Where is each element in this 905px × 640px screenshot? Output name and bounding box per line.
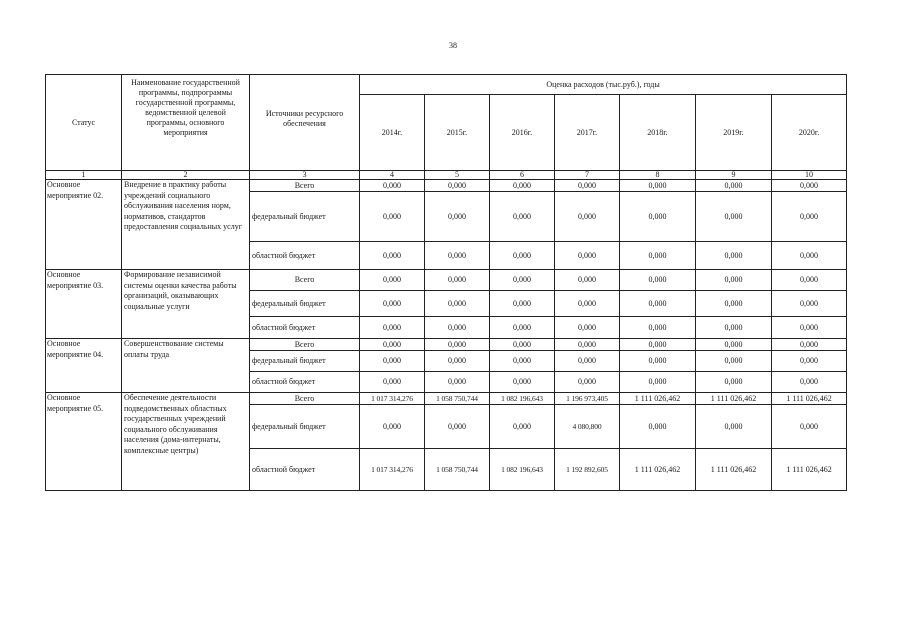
header-year: 2015г. — [425, 95, 490, 171]
amount-cell: 0,000 — [555, 270, 620, 291]
status-cell: Основное мероприятие 03. — [46, 270, 122, 339]
funding-source-cell: областной бюджет — [250, 449, 360, 491]
amount-cell: 1 196 973,405 — [555, 393, 620, 405]
amount-cell: 0,000 — [490, 242, 555, 270]
amount-cell: 0,000 — [696, 351, 772, 372]
amount-cell: 0,000 — [696, 339, 772, 351]
measure-name-cell: Совершенствование системы оплаты труда — [122, 339, 250, 393]
amount-cell: 0,000 — [620, 180, 696, 192]
amount-cell: 1 111 026,462 — [772, 393, 847, 405]
funding-source-cell: областной бюджет — [250, 372, 360, 393]
table-row — [46, 393, 847, 405]
status-cell: Основное мероприятие 04. — [46, 339, 122, 393]
amount-cell: 0,000 — [425, 372, 490, 393]
col-number: 4 — [360, 171, 425, 180]
funding-source-cell: областной бюджет — [250, 242, 360, 270]
funding-source-cell: федеральный бюджет — [250, 351, 360, 372]
amount-cell: 0,000 — [620, 405, 696, 449]
amount-cell: 0,000 — [490, 317, 555, 339]
budget-table — [45, 74, 847, 491]
amount-cell: 1 017 314,276 — [360, 393, 425, 405]
amount-cell: 0,000 — [360, 405, 425, 449]
amount-cell: 0,000 — [490, 180, 555, 192]
amount-cell: 0,000 — [772, 405, 847, 449]
measure-name-cell: Обеспечение деятельности подведомственных областных государственных учреждений социального обслуживания населения (дома-интернаты, комплексные центры) — [122, 393, 250, 491]
amount-cell: 0,000 — [620, 242, 696, 270]
funding-source-cell: федеральный бюджет — [250, 192, 360, 242]
amount-cell: 0,000 — [490, 270, 555, 291]
measure-name-cell: Формирование независимой системы оценки качества работы организаций, оказывающих социальные услуги — [122, 270, 250, 339]
amount-cell: 0,000 — [772, 180, 847, 192]
amount-cell: 0,000 — [360, 192, 425, 242]
amount-cell: 0,000 — [696, 372, 772, 393]
table-row — [46, 339, 847, 351]
amount-cell: 1 017 314,276 — [360, 449, 425, 491]
amount-cell: 0,000 — [772, 291, 847, 317]
page-number: 38 — [449, 41, 457, 50]
amount-cell: 0,000 — [772, 192, 847, 242]
amount-cell: 1 111 026,462 — [696, 393, 772, 405]
header-year: 2016г. — [490, 95, 555, 171]
amount-cell: 0,000 — [425, 317, 490, 339]
amount-cell: 0,000 — [620, 192, 696, 242]
amount-cell: 1 111 026,462 — [620, 449, 696, 491]
amount-cell: 0,000 — [425, 291, 490, 317]
table-body — [46, 180, 847, 491]
col-number: 10 — [772, 171, 847, 180]
amount-cell: 0,000 — [696, 405, 772, 449]
amount-cell: 0,000 — [620, 351, 696, 372]
amount-cell: 0,000 — [360, 351, 425, 372]
amount-cell: 1 192 892,605 — [555, 449, 620, 491]
amount-cell: 0,000 — [620, 291, 696, 317]
amount-cell: 1 082 196,643 — [490, 393, 555, 405]
amount-cell: 0,000 — [360, 317, 425, 339]
header-estimate: Оценка расходов (тыс.руб.), годы — [360, 75, 847, 95]
col-number: 6 — [490, 171, 555, 180]
amount-cell: 0,000 — [490, 291, 555, 317]
amount-cell: 0,000 — [696, 180, 772, 192]
amount-cell: 0,000 — [490, 372, 555, 393]
col-number: 8 — [620, 171, 696, 180]
amount-cell: 0,000 — [360, 372, 425, 393]
header-year: 2017г. — [555, 95, 620, 171]
amount-cell: 0,000 — [620, 339, 696, 351]
amount-cell: 1 111 026,462 — [696, 449, 772, 491]
amount-cell: 0,000 — [696, 192, 772, 242]
amount-cell: 0,000 — [772, 270, 847, 291]
amount-cell: 0,000 — [425, 405, 490, 449]
header-year: 2014г. — [360, 95, 425, 171]
amount-cell: 0,000 — [425, 242, 490, 270]
amount-cell: 1 111 026,462 — [772, 449, 847, 491]
col-number: 1 — [46, 171, 122, 180]
amount-cell: 0,000 — [772, 372, 847, 393]
amount-cell: 0,000 — [425, 192, 490, 242]
funding-source-cell: Всего — [250, 339, 360, 351]
amount-cell: 0,000 — [555, 180, 620, 192]
col-number: 7 — [555, 171, 620, 180]
col-number: 5 — [425, 171, 490, 180]
amount-cell: 0,000 — [490, 192, 555, 242]
amount-cell: 0,000 — [772, 339, 847, 351]
col-number: 3 — [250, 171, 360, 180]
funding-source-cell: федеральный бюджет — [250, 291, 360, 317]
amount-cell: 0,000 — [772, 351, 847, 372]
amount-cell: 0,000 — [360, 291, 425, 317]
header-year: 2019г. — [696, 95, 772, 171]
amount-cell: 0,000 — [360, 242, 425, 270]
amount-cell: 0,000 — [555, 317, 620, 339]
amount-cell: 0,000 — [490, 405, 555, 449]
amount-cell: 0,000 — [555, 242, 620, 270]
header-source: Источники ресурсного обеспечения — [250, 75, 360, 171]
header-year: 2020г. — [772, 95, 847, 171]
status-cell: Основное мероприятие 05. — [46, 393, 122, 491]
amount-cell: 0,000 — [425, 270, 490, 291]
amount-cell: 1 111 026,462 — [620, 393, 696, 405]
amount-cell: 0,000 — [696, 242, 772, 270]
amount-cell: 0,000 — [425, 351, 490, 372]
amount-cell: 0,000 — [620, 372, 696, 393]
amount-cell: 0,000 — [555, 372, 620, 393]
header-row-top — [46, 75, 847, 95]
header-year: 2018г. — [620, 95, 696, 171]
measure-name-cell: Внедрение в практику работы учреждений социального обслуживания населения норм, нормативов, стандартов предоставления социальных услуг — [122, 180, 250, 270]
funding-source-cell: Всего — [250, 180, 360, 192]
col-number: 2 — [122, 171, 250, 180]
amount-cell: 0,000 — [620, 270, 696, 291]
amount-cell: 0,000 — [490, 339, 555, 351]
header-row-col-numbers — [46, 171, 847, 180]
amount-cell: 0,000 — [490, 351, 555, 372]
funding-source-cell: федеральный бюджет — [250, 405, 360, 449]
header-status: Статус — [46, 75, 122, 171]
funding-source-cell: Всего — [250, 393, 360, 405]
amount-cell: 0,000 — [555, 339, 620, 351]
amount-cell: 0,000 — [555, 351, 620, 372]
table-row — [46, 270, 847, 291]
amount-cell: 1 082 196,643 — [490, 449, 555, 491]
amount-cell: 1 058 750,744 — [425, 449, 490, 491]
amount-cell: 0,000 — [555, 192, 620, 242]
amount-cell: 0,000 — [696, 291, 772, 317]
amount-cell: 0,000 — [772, 317, 847, 339]
amount-cell: 0,000 — [772, 242, 847, 270]
amount-cell: 0,000 — [555, 291, 620, 317]
funding-source-cell: областной бюджет — [250, 317, 360, 339]
amount-cell: 0,000 — [620, 317, 696, 339]
amount-cell: 0,000 — [360, 270, 425, 291]
amount-cell: 0,000 — [696, 317, 772, 339]
amount-cell: 0,000 — [360, 339, 425, 351]
header-name: Наименование государственной программы, подпрограммы государственной программы, ведомственной целевой программы, основного мероприятия — [122, 75, 250, 171]
status-cell: Основное мероприятие 02. — [46, 180, 122, 270]
funding-source-cell: Всего — [250, 270, 360, 291]
amount-cell: 0,000 — [696, 270, 772, 291]
amount-cell: 0,000 — [425, 339, 490, 351]
table-row — [46, 180, 847, 192]
amount-cell: 0,000 — [425, 180, 490, 192]
amount-cell: 1 058 750,744 — [425, 393, 490, 405]
amount-cell: 0,000 — [360, 180, 425, 192]
amount-cell: 4 080,800 — [555, 405, 620, 449]
col-number: 9 — [696, 171, 772, 180]
